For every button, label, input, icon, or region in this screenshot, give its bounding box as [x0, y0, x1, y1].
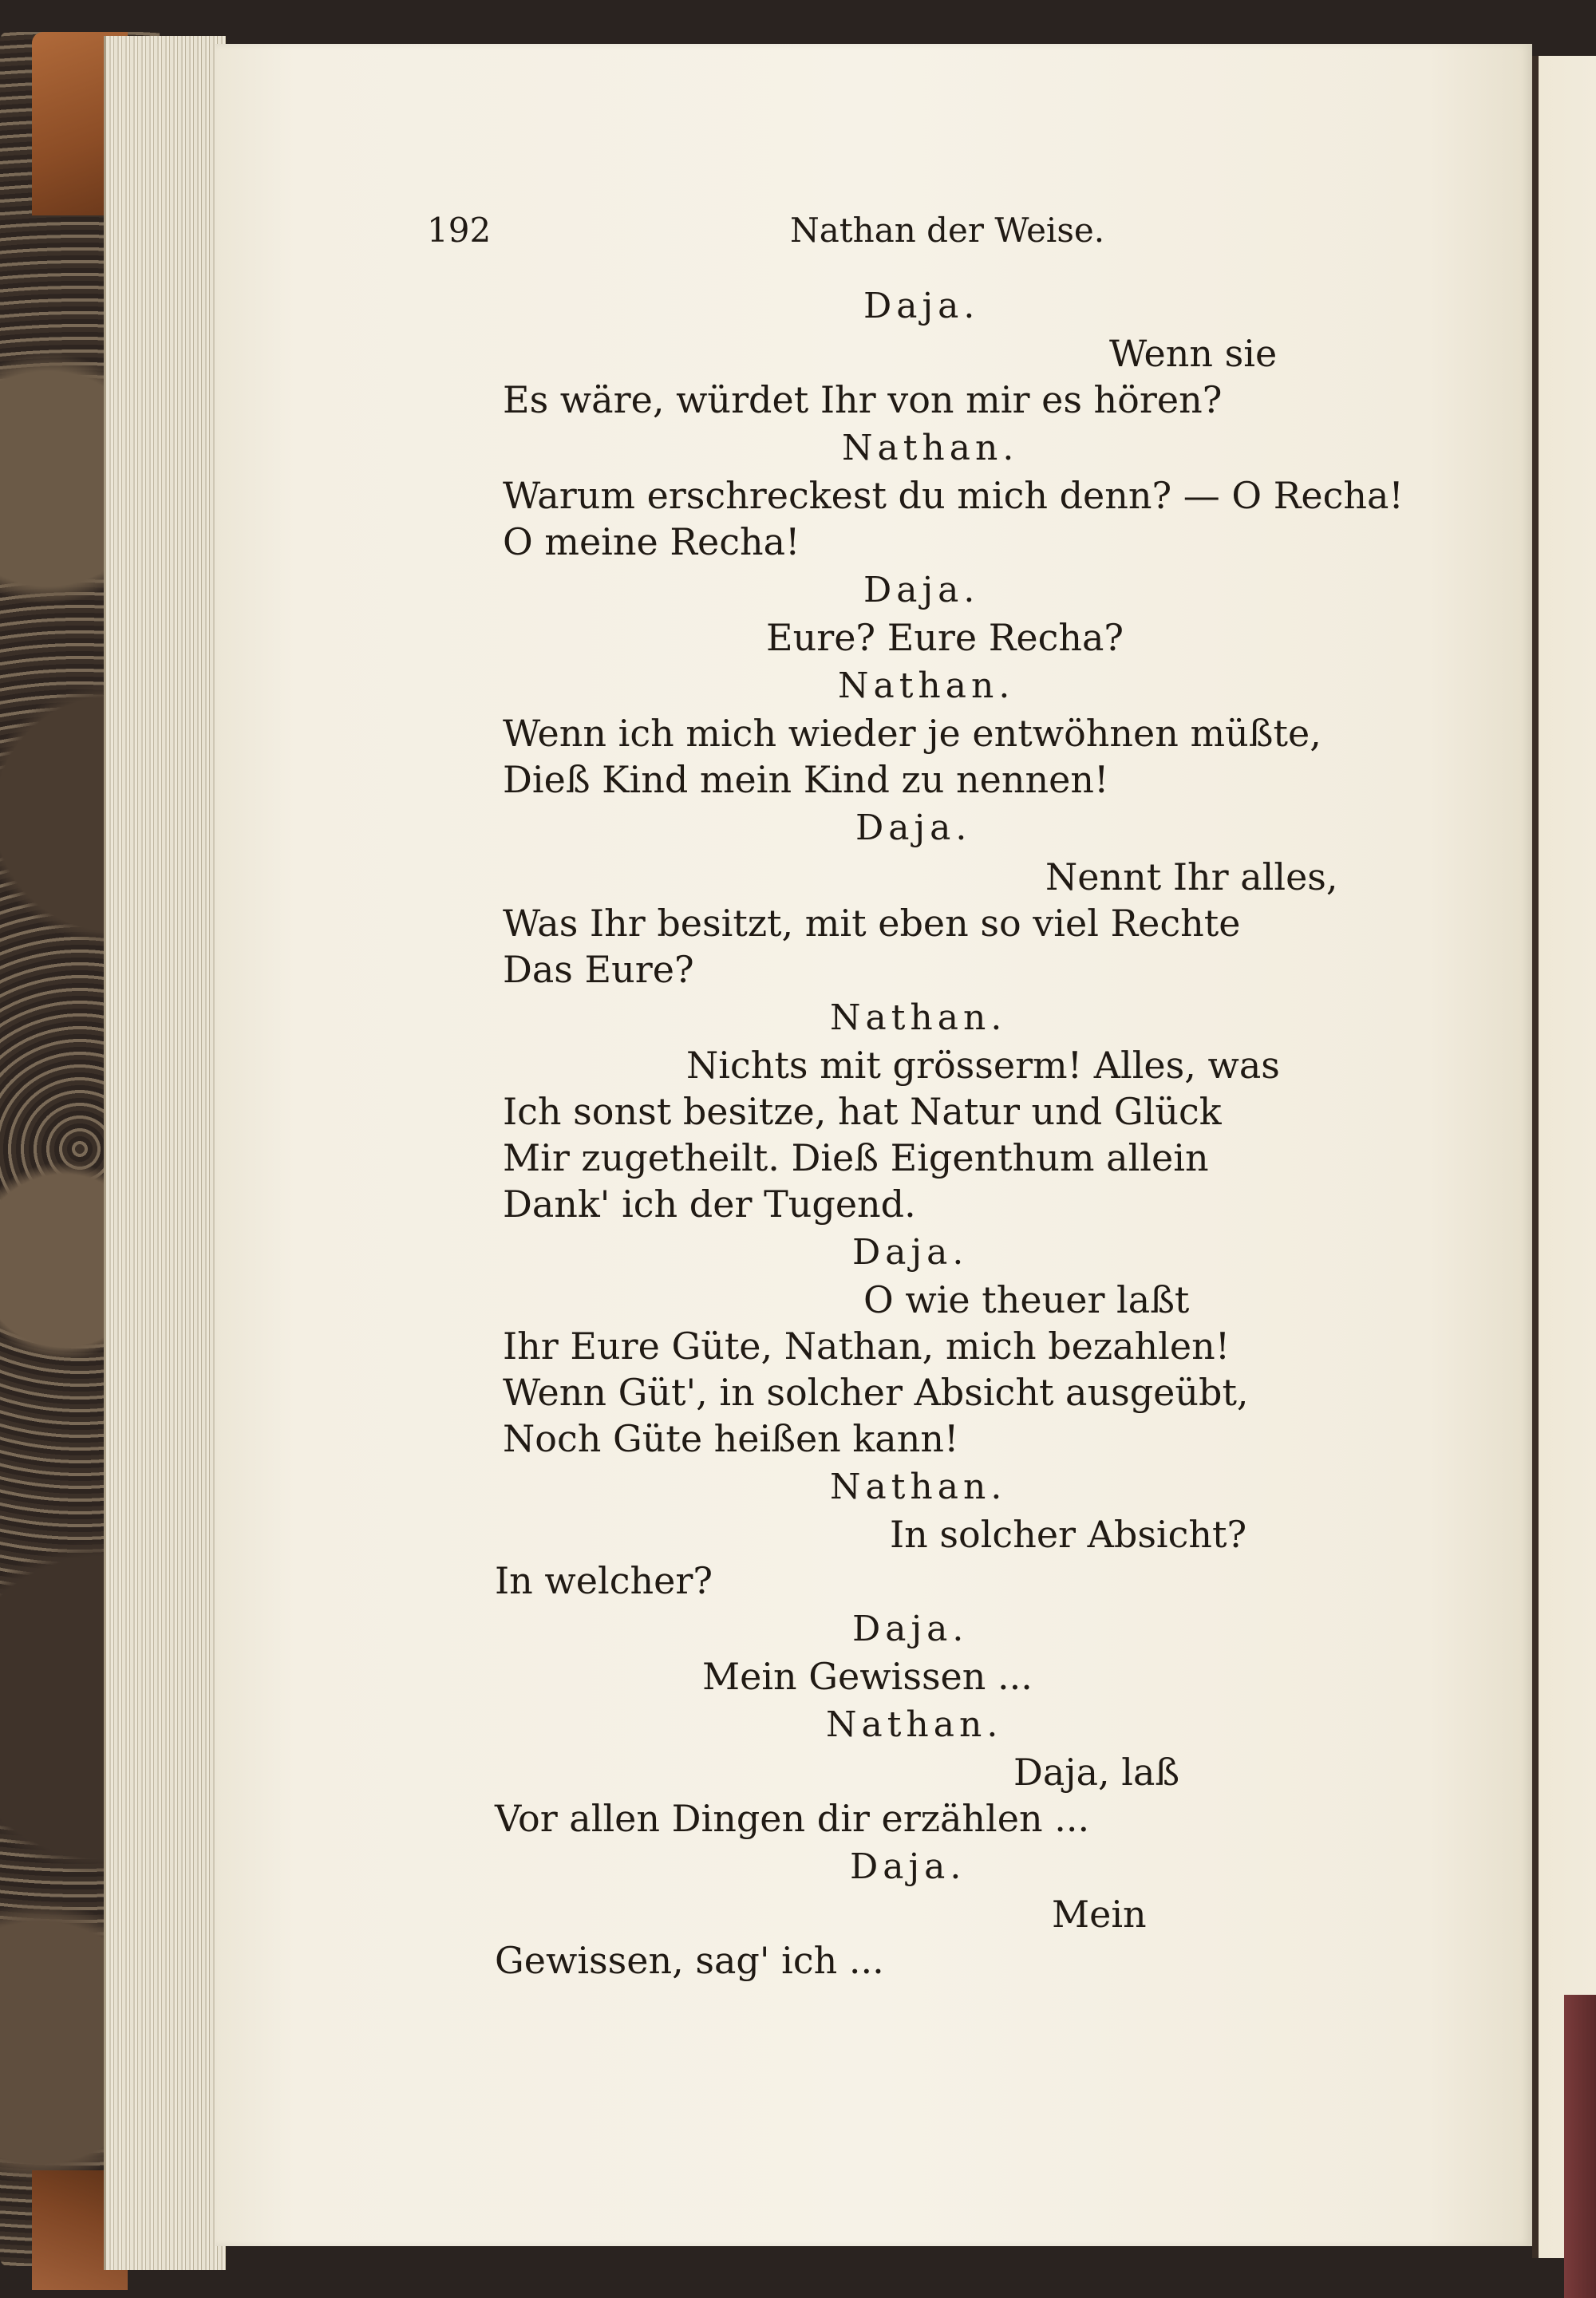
verse-line: Dank' ich der Tugend.	[503, 1183, 916, 1226]
verse-line: Vor allen Dingen dir erzählen ...	[495, 1797, 1090, 1840]
speaker-label: Daja.	[850, 1846, 966, 1887]
verse-line: Eure? Eure Recha?	[766, 616, 1124, 659]
speaker-label: Nathan.	[842, 428, 1019, 468]
verse-line: Das Eure?	[503, 948, 694, 991]
page-number: 192	[427, 211, 492, 250]
speaker-label: Daja.	[855, 807, 972, 848]
speaker-label: Nathan.	[838, 665, 1015, 706]
verse-line: Gewissen, sag' ich ...	[495, 1939, 884, 1982]
verse-line: Warum erschreckest du mich denn? — O Recha!	[503, 474, 1404, 517]
speaker-label: Daja.	[863, 286, 980, 326]
verse-line: Mir zugetheilt. Dieß Eigenthum allein	[503, 1136, 1209, 1179]
speaker-label: Daja.	[852, 1609, 969, 1649]
verse-line: Nennt Ihr alles,	[1045, 855, 1338, 898]
verse-line: Dieß Kind mein Kind zu nennen!	[503, 758, 1109, 801]
page-edges	[104, 36, 226, 2270]
speaker-label: Nathan.	[830, 1467, 1007, 1507]
facing-page-edge	[1532, 56, 1596, 2258]
facing-cover-edge	[1564, 1995, 1596, 2298]
verse-line: Ich sonst besitze, hat Natur und Glück	[503, 1090, 1222, 1133]
verse-line: Daja, laß	[1013, 1751, 1180, 1794]
verse-line: Wenn ich mich wieder je entwöhnen müßte,	[503, 712, 1321, 755]
speaker-label: Daja.	[863, 570, 980, 610]
verse-line: In welcher?	[495, 1559, 713, 1602]
speaker-label: Nathan.	[830, 997, 1007, 1038]
verse-line: Ihr Eure Güte, Nathan, mich bezahlen!	[503, 1325, 1231, 1368]
verse-line: Nichts mit grösserm! Alles, was	[686, 1044, 1280, 1087]
verse-line: Mein Gewissen ...	[702, 1655, 1033, 1698]
speaker-label: Nathan.	[826, 1704, 1003, 1745]
verse-line: Noch Güte heißen kann!	[503, 1417, 959, 1460]
verse-line: In solcher Absicht?	[890, 1513, 1247, 1556]
running-title: Nathan der Weise.	[790, 211, 1105, 250]
verse-line: Es wäre, würdet Ihr von mir es hören?	[503, 378, 1223, 421]
verse-line: Was Ihr besitzt, mit eben so viel Rechte	[503, 902, 1241, 945]
verse-line: Mein	[1052, 1893, 1147, 1936]
verse-line: O meine Recha!	[503, 520, 800, 563]
verse-line: Wenn Güt', in solcher Absicht ausgeübt,	[503, 1371, 1249, 1414]
speaker-label: Daja.	[852, 1232, 969, 1273]
verse-line: O wie theuer laßt	[863, 1278, 1190, 1321]
verse-line: Wenn sie	[1109, 332, 1278, 375]
